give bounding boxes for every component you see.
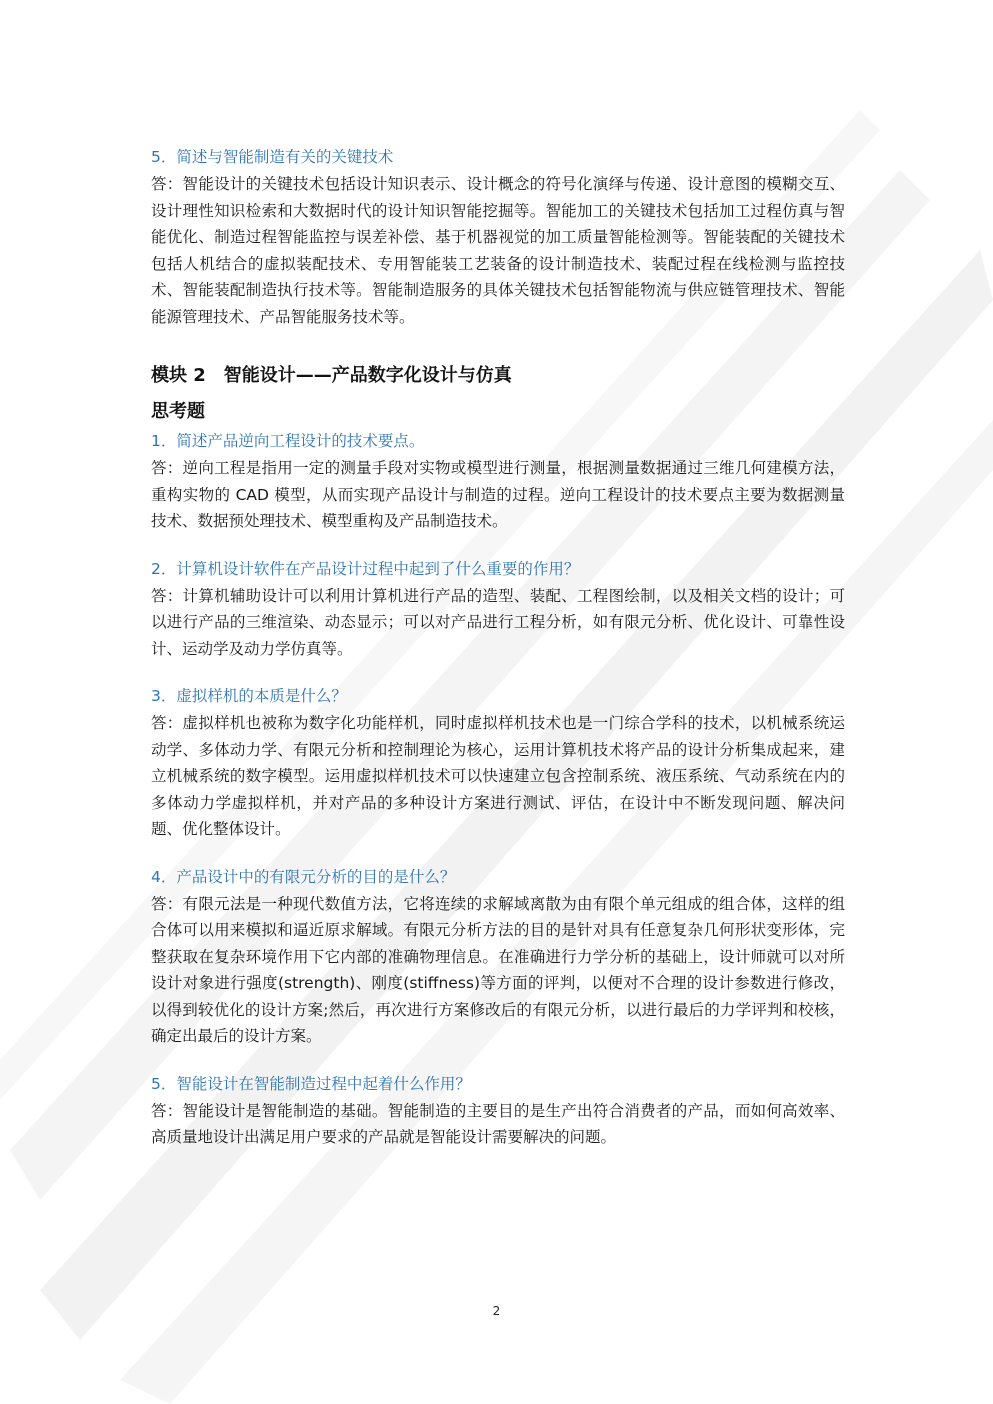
answer-text: 答：智能设计的关键技术包括设计知识表示、设计概念的符号化演绎与传递、设计意图的模糊交互、设计理性知识检索和大数据时代的设计知识智能挖掘等。智能加工的关键技术包括加工过程仿真与智能优化、制造过程智能监控与误差补偿、基于机器视觉的加工质量智能检测等。智能装配的关键技术包括人机结合的虚拟装配技术、专用智能装工艺装备的设计制造技术、装配过程在线检测与监控技术、智能装配制造执行技术等。智能制造服务的具体关键技术包括智能物流与供应链管理技术、智能能源管理技术、产品智能服务技术等。 [151,175,845,326]
section-title: 思考题 [151,401,205,422]
answer-text: 答：逆向工程是指用一定的测量手段对实物或模型进行测量，根据测量数据通过三维几何建模方法，重构实物的 CAD 模型，从而实现产品设计与制造的过程。逆向工程设计的技术要点主要为数据测量技术、数据预处理技术、模型重构及产品制造技术。 [151,459,845,530]
qa-block [151,1071,845,1151]
question-heading: 4．产品设计中的有限元分析的目的是什么？ [151,867,456,886]
qa-block [151,144,845,330]
question-heading: 3．虚拟样机的本质是什么？ [151,687,347,705]
module-title: 模块 2 智能设计——产品数字化设计与仿真 [151,365,512,386]
answer-text: 答：虚拟样机也被称为数字化功能样机，同时虚拟样机技术也是一门综合学科的技术，以机械系统运动学、多体动力学、有限元分析和控制理论为核心，运用计算机技术将产品的设计分析集成起来，建立机械系统的数字模型。运用虚拟样机技术可以快速建立包含控制系统、液压系统、气动系统在内的多体动力学虚拟样机，并对产品的多种设计方案进行测试、评估，在设计中不断发现问题、解决问题、优化整体设计。 [151,714,845,838]
answer-text: 答：计算机辅助设计可以利用计算机进行产品的造型、装配、工程图绘制，以及相关文档的设计；可以进行产品的三维渲染、动态显示；可以对产品进行工程分析，如有限元分析、优化设计、可靠性设计、运动学及动力学仿真等。 [151,586,845,658]
qa-block [151,683,845,843]
answer-text: 答：智能设计是智能制造的基础。智能制造的主要目的是生产出符合消费者的产品，而如何高效率、高质量地设计出满足用户要求的产品就是智能设计需要解决的问题。 [151,1101,845,1146]
answer-text: 答：有限元法是一种现代数值方法，它将连续的求解域离散为由有限个单元组成的组合体，这样的组合体可以用来模拟和逼近原求解域。有限元分析方法的目的是针对具有任意复杂几何形状变形体，完整获取在复杂环境作用下它内部的准确物理信息。在准确进行力学分析的基础上，设计师就可以对所设计对象进行强度(strength)、刚度(stiffness)等方面的评判，以便对不合理的设计参数进行修改，以得到较优化的设计方案;然后，再次进行方案修改后的有限元分析，以进行最后的力学评判和校核，确定出最后的设计方案。 [151,894,845,1045]
page-number: 2 [492,1304,501,1318]
main-content [151,144,845,1172]
question-heading: 2．计算机设计软件在产品设计过程中起到了什么重要的作用？ [151,559,580,578]
question-heading: 5．智能设计在智能制造过程中起着什么作用？ [151,1074,471,1093]
question-heading: 1．简述产品逆向工程设计的技术要点。 [151,432,425,450]
qa-block [151,428,845,535]
qa-block [151,556,845,663]
qa-block [151,864,845,1050]
question-heading: 5．简述与智能制造有关的关键技术 [151,148,394,166]
